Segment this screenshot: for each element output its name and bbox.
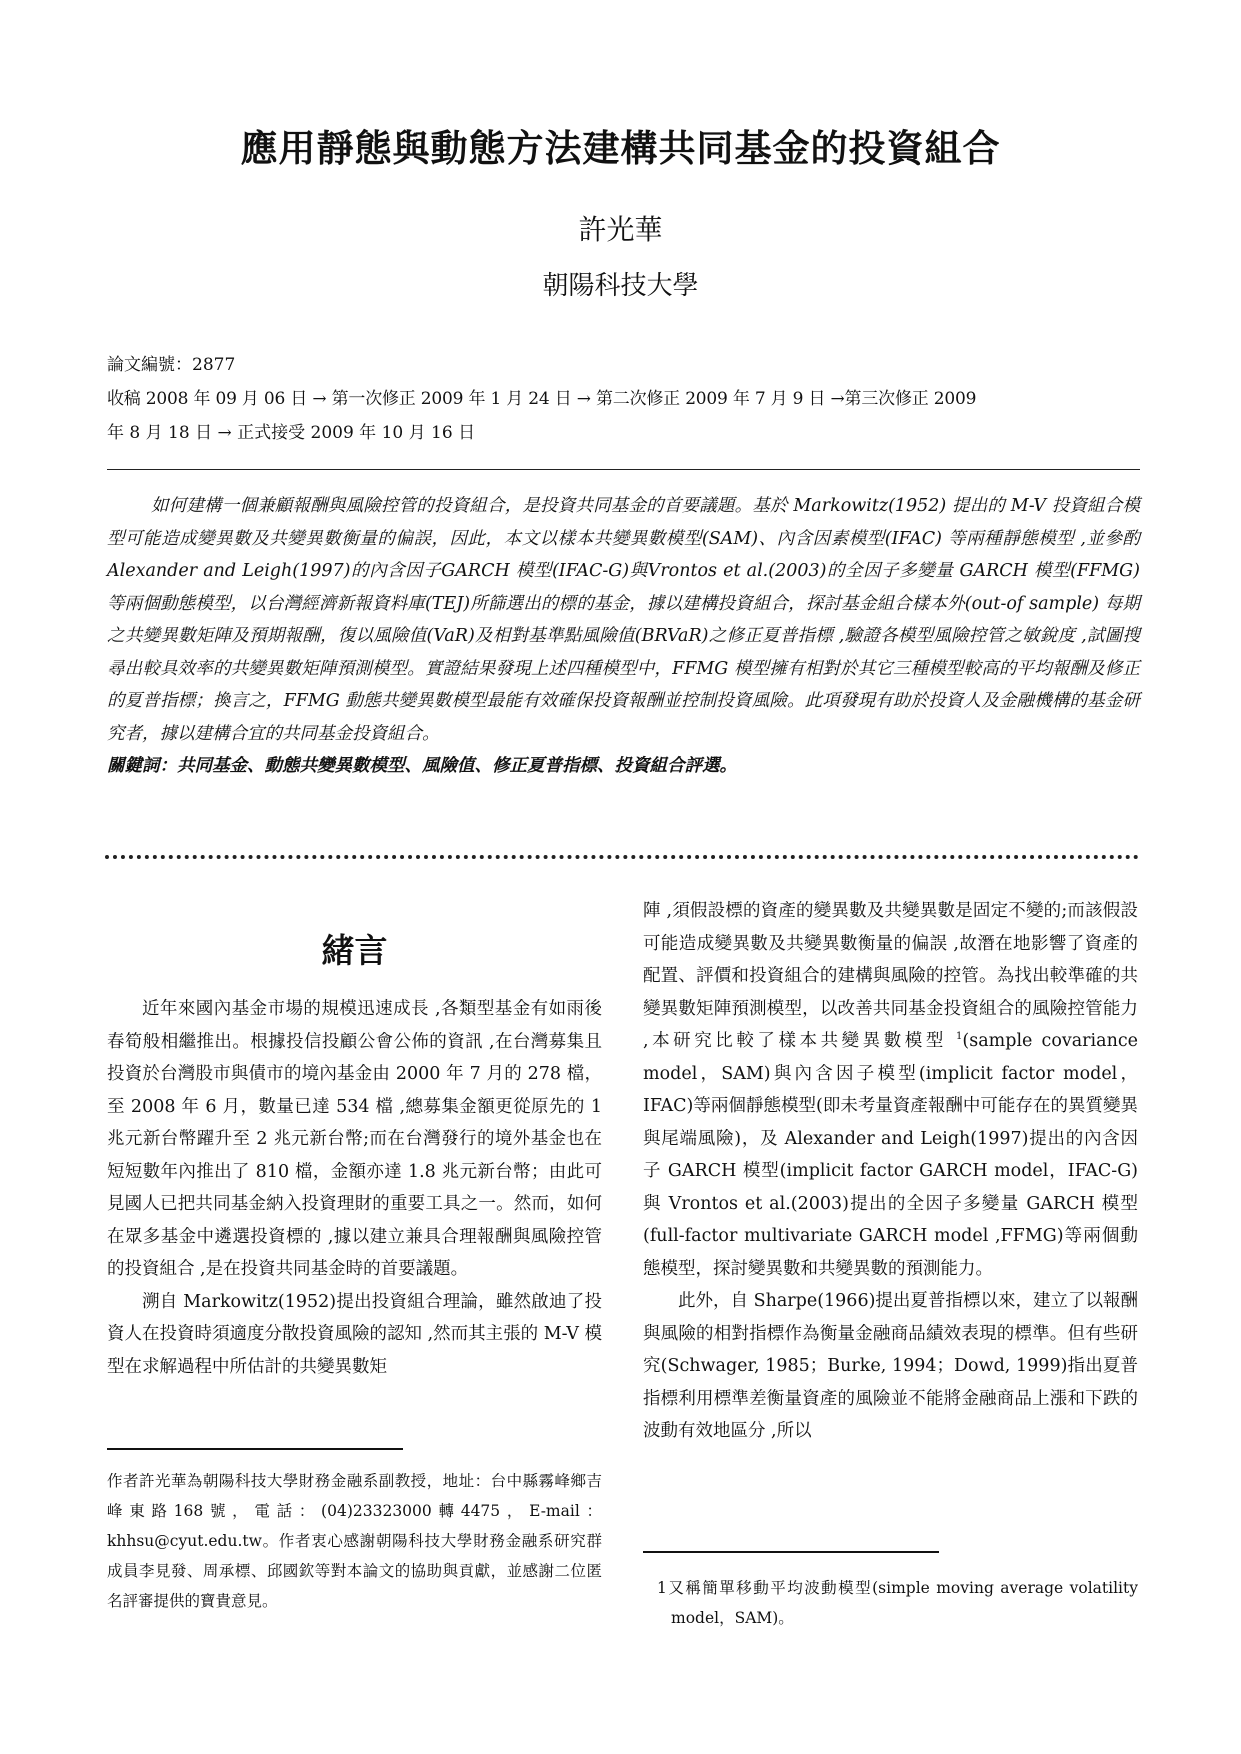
left-paragraph-2: 溯自 Markowitz(1952)提出投資組合理論，雖然啟迪了投資人在投資時須適度分散投資風險的認知 ,然而其主張的 M-V 模型在求解過程中所估計的共變異數矩	[107, 1291, 602, 1377]
right-column	[643, 895, 1138, 1448]
right-paragraph-1	[643, 895, 1138, 1285]
submission-history-line-1: 收稿 2008 年 09 月 06 日 → 第一次修正 2009 年 1 月 24 日 → 第二次修正 2009 年 7 月 9 日 →第三次修正 2009	[107, 389, 977, 409]
header-divider	[107, 469, 1140, 470]
paper-title: 應用靜態與動態方法建構共同基金的投資組合	[240, 127, 1001, 170]
abstract-text: 如何建構一個兼顧報酬與風險控管的投資組合，是投資共同基金的首要議題。基於 Markowitz(1952) 提出的 M-V 投資組合模型可能造成變異數及共變異數衡量的偏誤，因此，本文以樣本共變異數模型(SAM)、內含因素模型(IFAC) 等兩種靜態模型 ,並參酌Alexander and Leigh(1997)的內含因子GARCH 模型(IFAC-G)與Vrontos et al.(2003)的全因子多變量 GARCH 模型(FFMG) 等兩個動態模型，以台灣經濟新報資料庫(TEJ)所篩選出的標的基金，據以建構投資組合，探討基金組合樣本外(out-of sample) 每期之共變異數矩陣及預期報酬，復以風險值(VaR)及相對基準點風險值(BRVaR)之修正夏普指標 ,驗證各模型風險控管之敏銳度 ,試圖搜尋出較具效率的共變異數矩陣預測模型。實證結果發現上述四種模型中，FFMG 模型擁有相對於其它三種模型較高的平均報酬及修正的夏普指標；換言之，FFMG 動態共變異數模型最能有效確保投資報酬並控制投資風險。此項發現有助於投資人及金融機構的基金研究者，據以建構合宜的共同基金投資組合。	[107, 496, 1140, 744]
keywords: 關鍵詞：共同基金、動態共變異數模型、風險值、修正夏普指標、投資組合評選。	[107, 756, 737, 776]
section-heading: 緒言	[321, 931, 388, 970]
left-paragraph-1: 近年來國內基金市場的規模迅速成長 ,各類型基金有如雨後春筍般相繼推出。根據投信投顧公會公佈的資訊 ,在台灣募集且投資於台灣股市與債市的境內基金由 2000 年 7 月的 278 檔，至 2008 年 6 月，數量已達 534 檔 ,總募集金額更從原先的 1 兆元新台幣躍升至 2 兆元新台幣;而在台灣發行的境外基金也在短短數年內推出了 810 檔，金額亦達 1.8 兆元新台幣；由此可見國人已把共同基金納入投資理財的重要工具之一。然而，如何在眾多基金中遴選投資標的 ,據以建立兼具合理報酬與風險控管的投資組合 ,是在投資共同基金時的首要議題。	[107, 999, 602, 1279]
submission-history-line-2: 年 8 月 18 日 → 正式接受 2009 年 10 月 16 日	[107, 423, 476, 443]
right-paragraph-1a: 陣 ,須假設標的資產的變異數及共變異數是固定不變的;而該假設可能造成變異數及共變異數衡量的偏誤 ,故潛在地影響了資產的配置、評價和投資組合的建構與風險的控管。為找出較準確的共變異數矩陣預測模型，以改善共同基金投資組合的風險控管能力 ,本研究比較了樣本共變異數模型	[643, 901, 1138, 1051]
abstract	[107, 490, 1140, 783]
right-paragraph-1b: (sample covariance model，SAM)與內含因子模型(implicit factor model，IFAC)等兩個靜態模型(即未考量資產報酬中可能存在的異質變異與尾端風險)，及 Alexander and Leigh(1997)提出的內含因子 GARCH 模型(implicit factor GARCH model，IFAC-G)與 Vrontos et al.(2003)提出的全因子多變量 GARCH 模型(full-factor multivariate GARCH model ,FFMG)等兩個動態模型，探討變異數和共變異數的預測能力。	[643, 1031, 1138, 1279]
footnote-marker: 1	[956, 1031, 963, 1043]
left-footnote	[107, 1466, 602, 1616]
author-affiliation: 朝陽科技大學	[542, 271, 699, 301]
footnote-1: 1又稱簡單移動平均波動模型(simple moving average volatility model，SAM)。	[657, 1579, 1138, 1627]
left-footnote-rule	[107, 1448, 403, 1450]
author-note: 作者許光華為朝陽科技大學財務金融系副教授，地址：台中縣霧峰鄉吉峰東路168號，電話：(04)23323000轉4475，E-mail：khhsu@cyut.edu.tw。作者衷心感謝朝陽科技大學財務金融系研究群成員李見發、周承標、邱國欽等對本論文的協助與貢獻，並感謝二位匿名評審提供的寶貴意見。	[107, 1472, 602, 1610]
right-paragraph-2: 此外，自 Sharpe(1966)提出夏普指標以來，建立了以報酬與風險的相對指標作為衡量金融商品績效表現的標準。但有些研究(Schwager, 1985；Burke, 1994；Dowd, 1999)指出夏普指標利用標準差衡量資產的風險並不能將金融商品上漲和下跌的波動有效地區分 ,所以	[643, 1291, 1138, 1441]
abstract-divider	[105, 855, 1139, 859]
paper-number: 論文編號：2877	[107, 355, 236, 375]
right-footnote-rule	[643, 1551, 939, 1553]
author-name: 許光華	[578, 213, 663, 246]
left-column	[107, 993, 602, 1383]
right-footnote	[657, 1573, 1138, 1633]
